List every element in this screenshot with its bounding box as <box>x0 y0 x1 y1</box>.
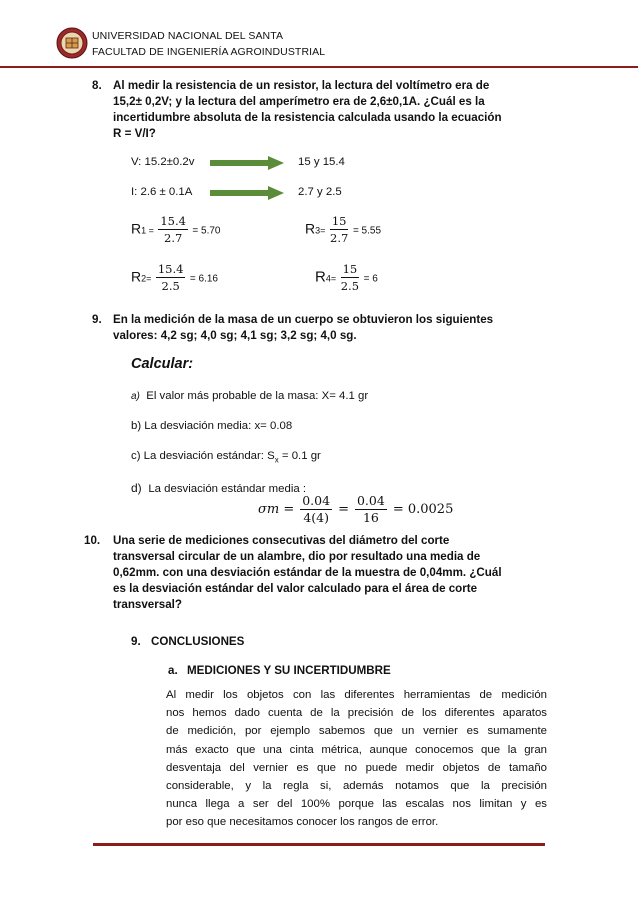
r1-fraction <box>158 214 188 245</box>
q9-line: En la medición de la masa de un cuerpo se obtuvieron los siguientes <box>113 313 494 326</box>
frac1-num: 0.04 <box>302 493 331 508</box>
r1-num: 15.4 <box>160 214 186 228</box>
conclusion-paragraph <box>166 686 547 832</box>
paragraph-line: por eso que necesitamos conocer los rangos de error. <box>166 816 439 829</box>
q10-line: 0,62mm. con una desviación estándar de la muestra de 0,04mm. ¿Cuál <box>113 566 502 579</box>
frac2-den: 16 <box>362 510 379 525</box>
formula-frac2 <box>355 494 387 525</box>
subsection-title: MEDICIONES Y SU INCERTIDUMBRE <box>187 664 391 677</box>
paragraph-line: nos hemos dado cuenta de la precisión de los diferentes aparatos <box>166 707 547 720</box>
r3-expression <box>305 214 381 245</box>
q10-line: transversal? <box>113 598 182 611</box>
item-d <box>131 481 306 495</box>
q10-line: es la desviación estándar del valor calculado para el área de corte <box>113 582 478 595</box>
formula-lhs: σm = <box>258 502 295 517</box>
q10-line: transversal circular de un alambre, dio por resultado una media de <box>113 550 481 563</box>
r3-num: 15 <box>331 214 347 228</box>
frac2-num: 0.04 <box>356 493 385 508</box>
header-divider <box>0 66 638 68</box>
header-university: UNIVERSIDAD NACIONAL DEL SANTA <box>92 30 284 42</box>
r4-label: R <box>315 268 326 286</box>
sigma-formula <box>258 494 453 525</box>
r2-fraction <box>156 262 186 293</box>
r1-sub: 1 = <box>141 225 154 236</box>
r2-num: 15.4 <box>157 262 184 276</box>
footer-divider <box>93 833 545 836</box>
arrow-right-icon <box>210 186 284 200</box>
q10-number: 10. <box>84 534 101 547</box>
r2-label: R <box>131 268 142 285</box>
q8-number: 8. <box>92 79 102 92</box>
header-faculty: FACULTAD DE INGENIERÍA AGROINDUSTRIAL <box>92 46 326 58</box>
paragraph-line: de medición, por ejemplo sabemos que un vernier es sumamente <box>166 725 547 738</box>
section-title: CONCLUSIONES <box>151 635 245 648</box>
item-a-marker: a) <box>131 391 140 402</box>
item-b: b) La desviación media: x= 0.08 <box>131 420 293 432</box>
q10-text <box>113 533 553 613</box>
item-d-marker: d) <box>131 481 142 495</box>
paragraph-line: más exacto que una cinta métrica, aunque conocemos que la gran <box>166 743 547 756</box>
current-reading: I: 2.6 ± 0.1A <box>131 186 193 198</box>
formula-frac1 <box>300 494 332 525</box>
paragraph-line: Al medir los objetos con las diferentes herramientas de medición <box>166 689 547 701</box>
section-number: 9. <box>131 635 141 648</box>
r4-num: 15 <box>342 262 358 276</box>
r1-den: 2.7 <box>164 231 183 245</box>
q9-line: valores: 4,2 sg; 4,0 sg; 4,1 sg; 3,2 sg; 4,0 sg. <box>113 329 357 342</box>
item-c-pre: c) La desviación estándar: S <box>131 450 275 462</box>
paragraph-line: desventaja del vernier es que no puede medir objetos de tamaño <box>166 761 547 774</box>
item-d-text: La desviación estándar media : <box>148 483 307 495</box>
r2-sub: 2= <box>141 273 152 284</box>
item-c-post: = 0.1 gr <box>278 450 321 462</box>
arrow-right-icon <box>210 156 284 170</box>
voltage-reading: V: 15.2±0.2v <box>131 156 195 168</box>
r3-sub: 3= <box>315 225 326 236</box>
q8-text <box>113 78 553 142</box>
r3-label: R <box>305 220 316 237</box>
r1-label: R <box>131 220 142 237</box>
q10-line: Una serie de mediciones consecutivas del diámetro del corte <box>113 534 450 547</box>
paragraph-line: nunca llega a ser del 100% porque las escalas nos limitan y es <box>166 798 547 811</box>
item-c-sub: x <box>274 455 279 465</box>
q8-line: Al medir la resistencia de un resistor, la lectura del voltímetro era de <box>113 79 490 92</box>
formula-eq: = <box>338 502 349 517</box>
r2-den: 2.5 <box>161 279 180 293</box>
frac1-den: 4(4) <box>303 510 329 525</box>
item-a <box>131 390 368 402</box>
q9-number: 9. <box>92 313 102 326</box>
calc-title: Calcular: <box>131 356 194 372</box>
item-c <box>131 450 321 464</box>
r1-expression <box>131 214 221 245</box>
r4-fraction <box>341 262 360 293</box>
university-seal-icon <box>56 27 88 59</box>
r4-den: 2.5 <box>340 279 360 293</box>
paragraph-line: considerable, y la regla si, además notamos que la precisión <box>166 780 547 793</box>
r2-expression <box>131 262 218 293</box>
q8-line: 15,2± 0,2V; y la lectura del amperímetro era de 2,6±0,1A. ¿Cuál es la <box>113 95 485 108</box>
r2-result: = 6.16 <box>189 273 218 285</box>
subsection-marker: a. <box>168 664 178 677</box>
formula-result: = 0.0025 <box>392 502 454 517</box>
r1-result: = 5.70 <box>192 225 221 237</box>
r4-sub: 4= <box>325 273 337 284</box>
q8-line: incertidumbre absoluta de la resistencia calculada usando la ecuación <box>113 111 502 124</box>
q8-line: R = V/I? <box>113 127 156 140</box>
r4-expression <box>315 262 378 293</box>
r3-fraction <box>330 214 349 245</box>
r4-result: = 6 <box>363 273 378 285</box>
current-range: 2.7 y 2.5 <box>298 186 342 198</box>
item-a-text: El valor más probable de la masa: X= 4.1 gr <box>146 390 369 402</box>
q9-text <box>113 312 553 344</box>
r3-den: 2.7 <box>330 231 349 245</box>
voltage-range: 15 y 15.4 <box>298 156 345 168</box>
r3-result: = 5.55 <box>352 225 382 237</box>
